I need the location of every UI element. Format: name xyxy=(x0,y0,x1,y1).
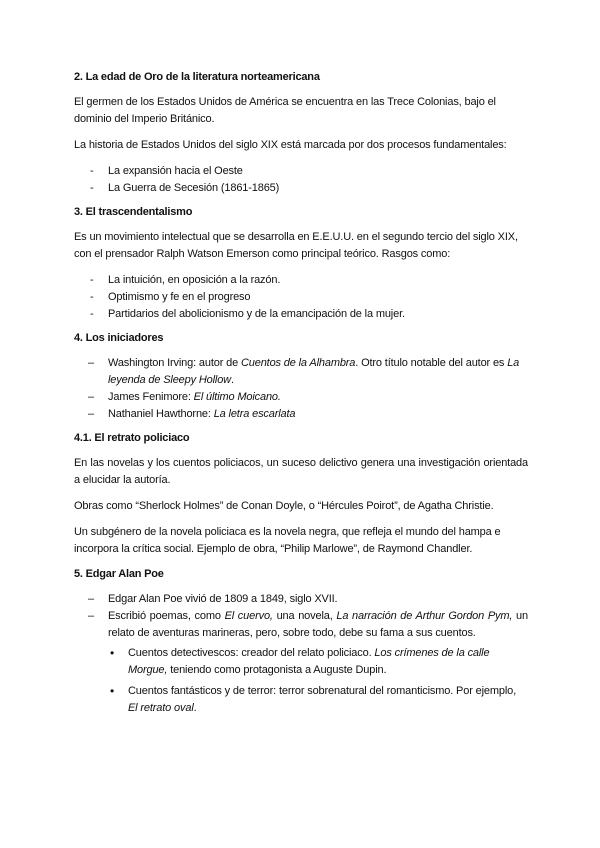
terror-text: Cuentos fantásticos y de terror: terror sobrenatural del romanticismo. Por ejemplo, xyxy=(128,685,517,697)
section-2-paragraph-2: La historia de Estados Unidos del siglo XIX está marcada por dos procesos fundamentales: xyxy=(74,139,507,151)
irving-text-3: . xyxy=(230,374,234,386)
section-4-1-paragraph-2: Obras como “Sherlock Holmes” de Conan Doyle, o “Hércules Poirot”, de Agatha Christie. xyxy=(74,500,494,512)
fenimore-title: El último Moicano. xyxy=(193,391,281,403)
fenimore-text: James Fenimore: xyxy=(108,391,194,403)
section-2-paragraph-1: El germen de los Estados Unidos de América se encuentra en las Trece Colonias, bajo el dominio del Imperio Británico. xyxy=(74,96,496,125)
irving-title-2: La leyenda de Sleepy Hollow xyxy=(108,357,520,386)
terror-title: El retrato oval xyxy=(128,702,194,714)
list-item: - La Guerra de Secesión (1861-1865) xyxy=(74,180,528,197)
section-4-1-heading: 4.1. El retrato policiaco xyxy=(74,432,190,444)
section-5-heading: 5. Edgar Alan Poe xyxy=(74,568,164,580)
list-item-poe-life: – Edgar Alan Poe vivió de 1809 a 1849, siglo XVII. xyxy=(74,591,528,608)
section-4-heading: 4. Los iniciadores xyxy=(74,332,164,344)
detective-title: Los crímenes de la calle Morgue, xyxy=(128,647,490,676)
hawthorne-title: La letra escarlata xyxy=(213,408,296,420)
bullet-item-terror xyxy=(108,683,528,717)
poe-works-text-2: una novela, xyxy=(272,610,337,622)
section-3-heading: 3. El trascendentalismo xyxy=(74,206,193,218)
poe-title-cuervo: El cuervo, xyxy=(224,610,273,622)
section-5-list xyxy=(74,591,528,717)
irving-title-1: Cuentos de la Alhambra xyxy=(240,357,356,369)
hawthorne-text: Nathaniel Hawthorne: xyxy=(108,408,214,420)
detective-text: Cuentos detectivescos: creador del relato policiaco. xyxy=(128,647,375,659)
section-4-1-paragraph-3: Un subgénero de la novela policiaca es la novela negra, que refleja el mundo del hampa e incorpora la crítica social. Ejemplo de obra, “Philip Marlowe”, de Raymond Chandler. xyxy=(74,526,501,555)
document-page xyxy=(74,70,528,725)
irving-text: Washington Irving: autor de xyxy=(108,357,241,369)
list-item: - La expansión hacia el Oeste xyxy=(74,163,528,180)
poe-title-pym: La narración de Arthur Gordon Pym, xyxy=(336,610,513,622)
poe-tales-list xyxy=(108,645,528,717)
bullet-item-detective xyxy=(108,645,528,679)
section-4-1-paragraph-1: En las novelas y los cuentos policiacos, un suceso delictivo genera una investigación orientada a elucidar la autoría. xyxy=(74,457,528,486)
irving-text-2: . Otro título notable del autor es xyxy=(355,357,508,369)
list-item: - La intuición, en oposición a la razón. xyxy=(74,272,528,289)
list-item-hawthorne xyxy=(74,406,528,423)
list-item-irving xyxy=(74,355,528,389)
list-item-poe-works xyxy=(74,608,528,717)
poe-works-text: Escribió poemas, como xyxy=(108,610,225,622)
list-item-fenimore xyxy=(74,389,528,406)
poe-works-text-3: un relato de aventuras marineras, pero, sobre todo, debe su fama a sus cuentos. xyxy=(108,610,528,639)
section-2-heading: 2. La edad de Oro de la literatura norteamericana xyxy=(74,71,320,83)
section-2-list xyxy=(74,163,528,197)
detective-text-2: teniendo como protagonista a Auguste Dupin. xyxy=(167,664,387,676)
list-item: - Optimismo y fe en el progreso xyxy=(74,289,528,306)
section-4-list xyxy=(74,355,528,423)
section-3-list xyxy=(74,272,528,323)
section-3-paragraph: Es un movimiento intelectual que se desarrolla en E.E.U.U. en el segundo tercio del siglo XIX, con el prensador Ralph Watson Emerson como principal teórico. Rasgos como: xyxy=(74,231,518,260)
terror-text-2: . xyxy=(193,702,197,714)
list-item: - Partidarios del abolicionismo y de la emancipación de la mujer. xyxy=(74,306,528,323)
